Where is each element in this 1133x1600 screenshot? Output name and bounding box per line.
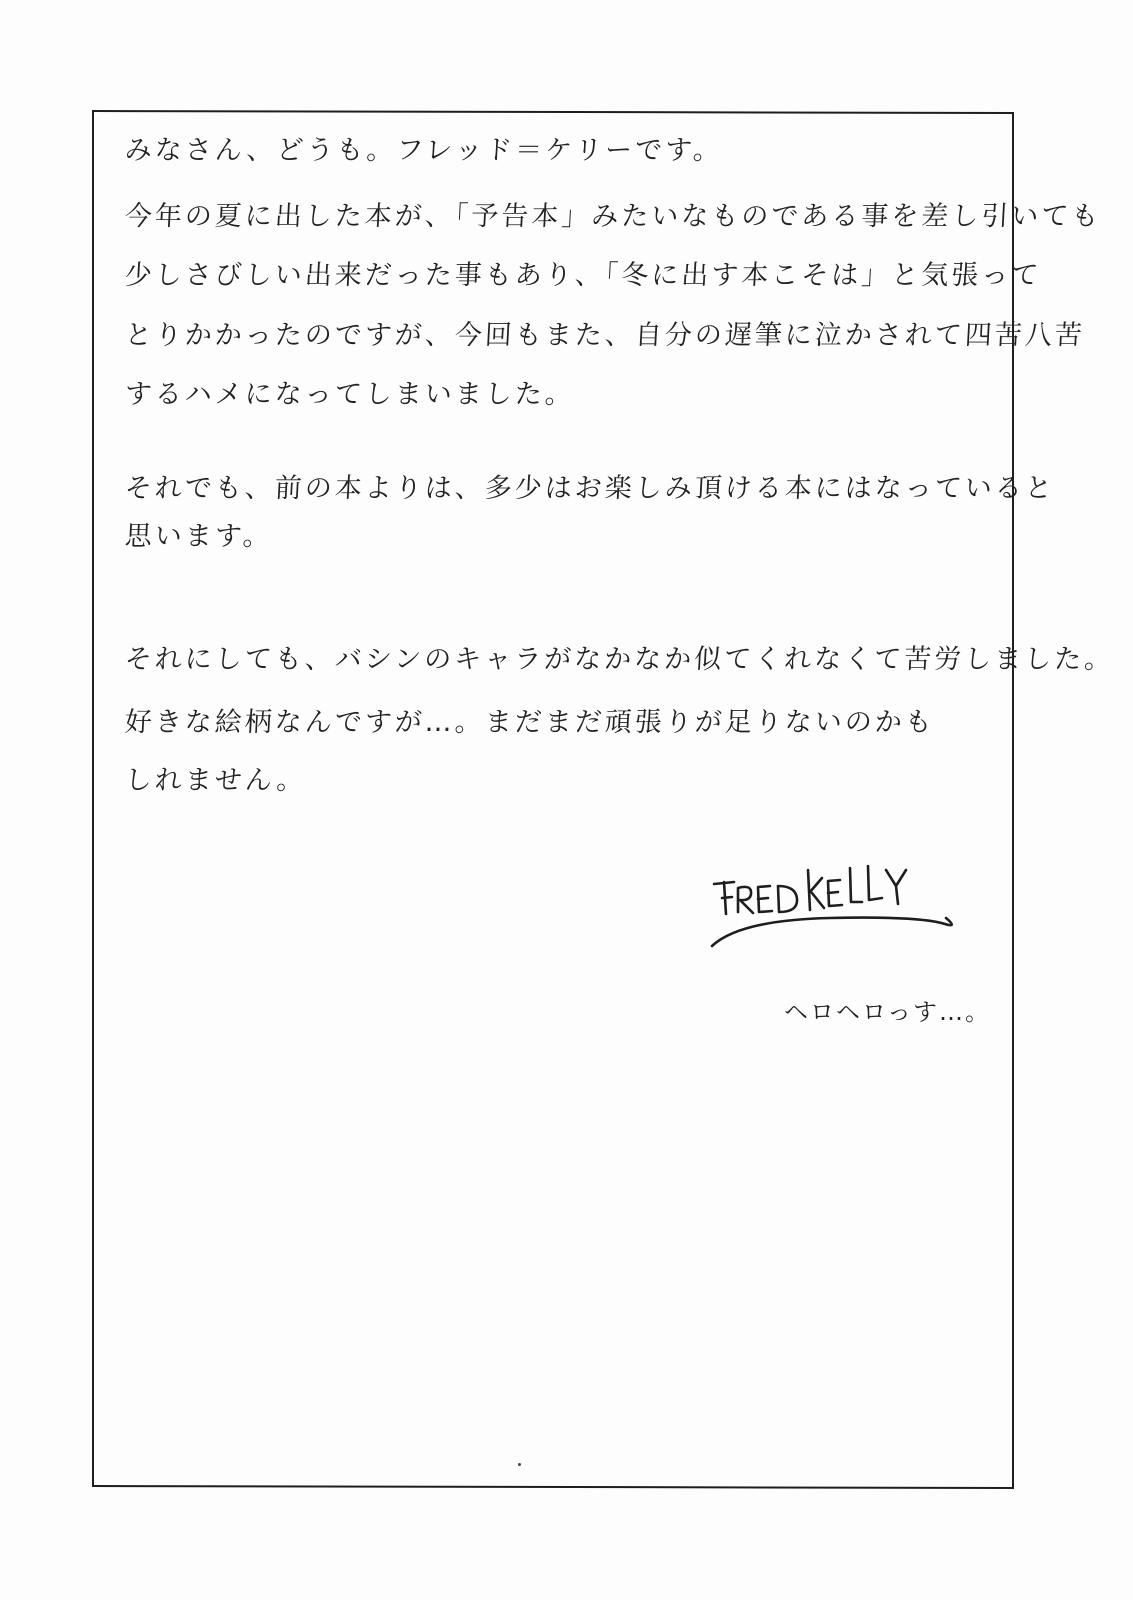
letter-line-6: それでも、前の本よりは、多少はお楽しみ頂ける本にはなっていると bbox=[124, 473, 1056, 504]
letter-line-7: 思います。 bbox=[124, 521, 274, 552]
letter-line-10: しれません。 bbox=[124, 765, 308, 796]
afterword-note: ヘロヘロっす…。 bbox=[784, 998, 992, 1026]
letter-line-9: 好きな絵柄なんですが…。まだまだ頑張りが足りないのかも bbox=[124, 707, 936, 738]
letter-line-5: するハメになってしまいました。 bbox=[124, 379, 576, 410]
signature-drawing bbox=[700, 862, 970, 972]
letter-line-4: とりかかったのですが、今回もまた、自分の遅筆に泣かされて四苦八苦 bbox=[124, 320, 1086, 351]
letter-line-8: それにしても、バシンのキャラがなかなか似てくれなくて苦労しました。 bbox=[124, 644, 1115, 675]
letter-line-2: 今年の夏に出した本が、「予告本」みたいなものである事を差し引いても bbox=[124, 201, 1103, 232]
paper-speck bbox=[518, 1463, 521, 1466]
signature bbox=[700, 862, 970, 972]
letter-line-3: 少しさびしい出来だった事もあり、「冬に出す本こそは」と気張って bbox=[124, 260, 1043, 291]
letter-line-1: みなさん、どうも。フレッド＝ケリーです。 bbox=[124, 135, 724, 166]
